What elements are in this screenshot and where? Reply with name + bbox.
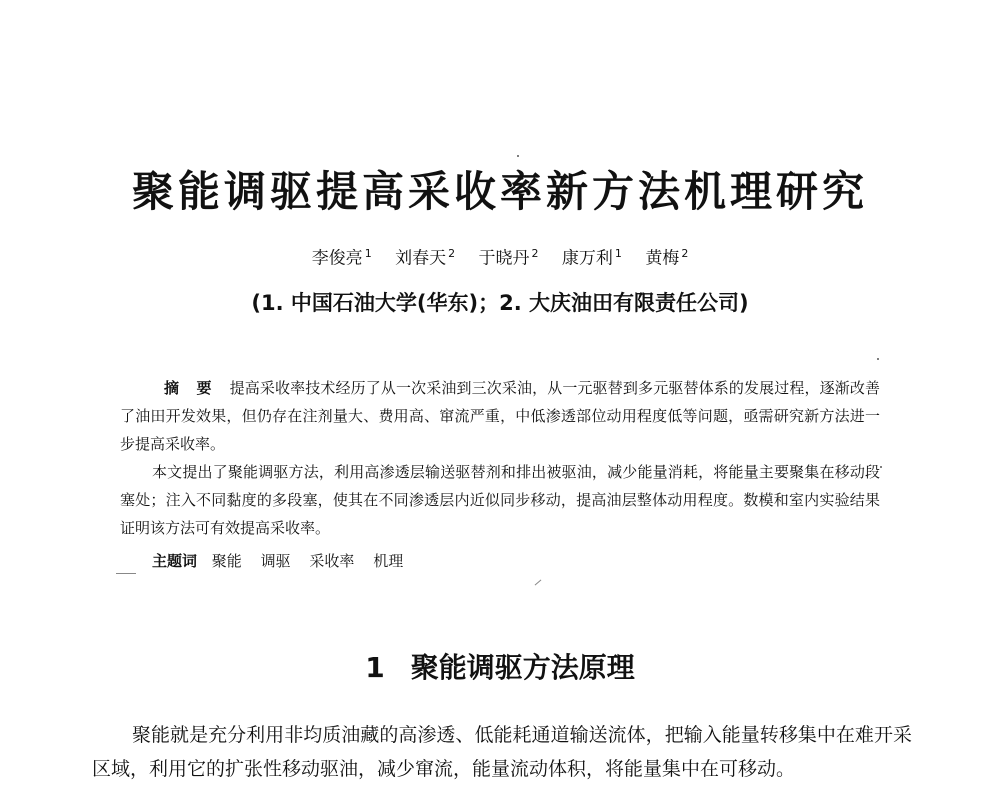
scan-speck [877,358,879,360]
author: 康万利 $^1$ [561,247,622,269]
abstract [120,374,880,542]
author: 刘春天 $^2$ [395,247,456,269]
section-number: 1 [365,651,385,684]
abstract-text: 提高采收率技术经历了从一次采油到三次采油，从一元驱替到多元驱替体系的发展过程，逐渐改善了油田开发效果，但仍存在注剂量大、费用高、窜流严重，中低渗透部位动用程度低等问题，亟需研究新方法进一步提高采收率。 [120,379,880,453]
author: 李俊亮 $^1$ [311,247,372,269]
keywords-label: 主题词 [152,552,198,570]
abstract-paragraph [120,374,880,458]
body-paragraph: 聚能就是充分利用非均质油藏的高渗透、低能耗通道输送流体，把输入能量转移集中在难开采区域，利用它的扩张性移动驱油，减少窜流，能量流动体积，将能量集中在可移动。 [92,724,912,780]
keyword: 采收率 [309,552,355,570]
section-heading [0,650,1000,686]
body-text [92,718,912,786]
section-title: 聚能调驱方法原理 [410,651,635,684]
keyword: 聚能 [211,552,242,570]
author: 黄梅 $^2$ [645,247,689,269]
author-list [0,242,1000,271]
abstract-paragraph: 本文提出了聚能调驱方法，利用高渗透层输送驱替剂和排出被驱油，减少能量消耗，将能量主要聚集在移动段塞处；注入不同黏度的多段塞，使其在不同渗透层内近似同步移动，提高油层整体动用程度。数模和室内实验结果证明该方法可有效提高采收率。 [120,463,880,537]
scan-speck [517,155,519,157]
scan-mark [116,573,136,574]
abstract-label: 摘 要 [164,379,218,397]
scan-speck [880,466,882,468]
affiliation: (1. 中国石油大学(华东)；2. 大庆油田有限责任公司) [251,291,749,315]
scan-mark [535,580,542,586]
paper-title: 聚能调驱提高采收率新方法机理研究 [131,167,868,216]
author: 于晓丹 $^2$ [478,247,539,269]
keyword: 机理 [373,552,404,570]
keywords [152,549,417,573]
keyword: 调驱 [260,552,291,570]
